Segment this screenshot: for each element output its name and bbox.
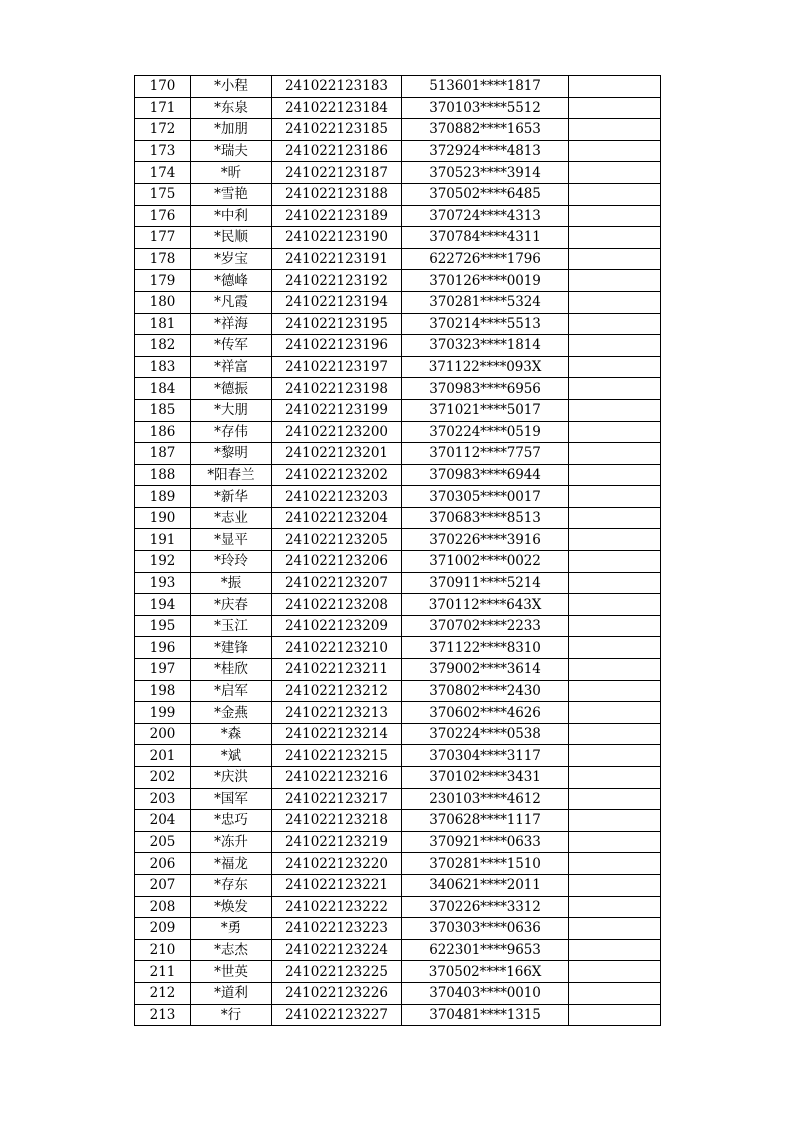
exam-number-cell: 241022123201 bbox=[272, 443, 402, 465]
id-number-cell: 370112****643X bbox=[402, 594, 569, 616]
remarks-cell bbox=[569, 183, 661, 205]
id-number-cell: 370226****3312 bbox=[402, 896, 569, 918]
remarks-cell bbox=[569, 659, 661, 681]
exam-number-cell: 241022123183 bbox=[272, 76, 402, 98]
remarks-cell bbox=[569, 443, 661, 465]
remarks-cell bbox=[569, 767, 661, 789]
remarks-cell bbox=[569, 76, 661, 98]
id-number-cell: 370702****2233 bbox=[402, 615, 569, 637]
name-cell: *中利 bbox=[191, 205, 272, 227]
name-cell: *金燕 bbox=[191, 702, 272, 724]
exam-number-cell: 241022123196 bbox=[272, 335, 402, 357]
table-row bbox=[135, 572, 661, 594]
row-number-cell: 181 bbox=[135, 313, 191, 335]
table-row bbox=[135, 874, 661, 896]
row-number-cell: 172 bbox=[135, 119, 191, 141]
row-number-cell: 175 bbox=[135, 183, 191, 205]
table-row bbox=[135, 291, 661, 313]
remarks-cell bbox=[569, 313, 661, 335]
id-number-cell: 370983****6944 bbox=[402, 464, 569, 486]
table-row bbox=[135, 270, 661, 292]
id-number-cell: 370103****5512 bbox=[402, 97, 569, 119]
remarks-cell bbox=[569, 615, 661, 637]
table-row bbox=[135, 810, 661, 832]
name-cell: *岁宝 bbox=[191, 248, 272, 270]
remarks-cell bbox=[569, 637, 661, 659]
row-number-cell: 198 bbox=[135, 680, 191, 702]
id-number-cell: 370126****0019 bbox=[402, 270, 569, 292]
remarks-cell bbox=[569, 702, 661, 724]
id-number-cell: 370304****3117 bbox=[402, 745, 569, 767]
table-row bbox=[135, 745, 661, 767]
exam-number-cell: 241022123205 bbox=[272, 529, 402, 551]
id-number-cell: 370921****0633 bbox=[402, 831, 569, 853]
row-number-cell: 182 bbox=[135, 335, 191, 357]
row-number-cell: 188 bbox=[135, 464, 191, 486]
id-number-cell: 370911****5214 bbox=[402, 572, 569, 594]
row-number-cell: 183 bbox=[135, 356, 191, 378]
name-cell: *斌 bbox=[191, 745, 272, 767]
id-number-cell: 370102****3431 bbox=[402, 767, 569, 789]
row-number-cell: 193 bbox=[135, 572, 191, 594]
row-number-cell: 209 bbox=[135, 918, 191, 940]
exam-number-cell: 241022123215 bbox=[272, 745, 402, 767]
row-number-cell: 207 bbox=[135, 874, 191, 896]
table-row bbox=[135, 1004, 661, 1026]
row-number-cell: 200 bbox=[135, 723, 191, 745]
id-number-cell: 370226****3916 bbox=[402, 529, 569, 551]
name-cell: *东泉 bbox=[191, 97, 272, 119]
row-number-cell: 195 bbox=[135, 615, 191, 637]
remarks-cell bbox=[569, 227, 661, 249]
name-cell: *道利 bbox=[191, 982, 272, 1004]
name-cell: *玲玲 bbox=[191, 551, 272, 573]
table-row bbox=[135, 788, 661, 810]
id-number-cell: 372924****4813 bbox=[402, 140, 569, 162]
exam-number-cell: 241022123226 bbox=[272, 982, 402, 1004]
row-number-cell: 180 bbox=[135, 291, 191, 313]
id-number-cell: 370602****4626 bbox=[402, 702, 569, 724]
remarks-cell bbox=[569, 982, 661, 1004]
name-cell: *德峰 bbox=[191, 270, 272, 292]
name-cell: *德振 bbox=[191, 378, 272, 400]
id-number-cell: 622301****9653 bbox=[402, 939, 569, 961]
table-row bbox=[135, 853, 661, 875]
remarks-cell bbox=[569, 507, 661, 529]
remarks-cell bbox=[569, 831, 661, 853]
name-cell: *凡霞 bbox=[191, 291, 272, 313]
row-number-cell: 179 bbox=[135, 270, 191, 292]
remarks-cell bbox=[569, 680, 661, 702]
row-number-cell: 177 bbox=[135, 227, 191, 249]
remarks-cell bbox=[569, 723, 661, 745]
exam-number-cell: 241022123184 bbox=[272, 97, 402, 119]
remarks-cell bbox=[569, 853, 661, 875]
row-number-cell: 178 bbox=[135, 248, 191, 270]
exam-number-cell: 241022123211 bbox=[272, 659, 402, 681]
remarks-cell bbox=[569, 529, 661, 551]
name-cell: *森 bbox=[191, 723, 272, 745]
remarks-cell bbox=[569, 421, 661, 443]
remarks-cell bbox=[569, 788, 661, 810]
table-row bbox=[135, 335, 661, 357]
exam-number-cell: 241022123224 bbox=[272, 939, 402, 961]
remarks-cell bbox=[569, 291, 661, 313]
exam-number-cell: 241022123204 bbox=[272, 507, 402, 529]
table-row bbox=[135, 982, 661, 1004]
id-number-cell: 370628****1117 bbox=[402, 810, 569, 832]
exam-number-cell: 241022123203 bbox=[272, 486, 402, 508]
exam-number-cell: 241022123216 bbox=[272, 767, 402, 789]
table-row bbox=[135, 831, 661, 853]
remarks-cell bbox=[569, 140, 661, 162]
remarks-cell bbox=[569, 551, 661, 573]
row-number-cell: 190 bbox=[135, 507, 191, 529]
name-cell: *振 bbox=[191, 572, 272, 594]
name-cell: *庆洪 bbox=[191, 767, 272, 789]
table-row bbox=[135, 680, 661, 702]
table-row bbox=[135, 961, 661, 983]
row-number-cell: 199 bbox=[135, 702, 191, 724]
remarks-cell bbox=[569, 356, 661, 378]
id-number-cell: 371122****8310 bbox=[402, 637, 569, 659]
table-row bbox=[135, 227, 661, 249]
row-number-cell: 192 bbox=[135, 551, 191, 573]
remarks-cell bbox=[569, 810, 661, 832]
remarks-cell bbox=[569, 162, 661, 184]
exam-number-cell: 241022123202 bbox=[272, 464, 402, 486]
id-number-cell: 370882****1653 bbox=[402, 119, 569, 141]
name-cell: *焕发 bbox=[191, 896, 272, 918]
table-row bbox=[135, 723, 661, 745]
row-number-cell: 202 bbox=[135, 767, 191, 789]
id-number-cell: 370802****2430 bbox=[402, 680, 569, 702]
exam-number-cell: 241022123218 bbox=[272, 810, 402, 832]
table-row bbox=[135, 767, 661, 789]
exam-number-cell: 241022123221 bbox=[272, 874, 402, 896]
name-cell: *勇 bbox=[191, 918, 272, 940]
name-cell: *庆春 bbox=[191, 594, 272, 616]
exam-number-cell: 241022123210 bbox=[272, 637, 402, 659]
id-number-cell: 370224****0538 bbox=[402, 723, 569, 745]
table-row bbox=[135, 637, 661, 659]
table-row bbox=[135, 313, 661, 335]
remarks-cell bbox=[569, 874, 661, 896]
name-cell: *建锋 bbox=[191, 637, 272, 659]
name-cell: *祥富 bbox=[191, 356, 272, 378]
name-cell: *昕 bbox=[191, 162, 272, 184]
table-row bbox=[135, 702, 661, 724]
exam-number-cell: 241022123214 bbox=[272, 723, 402, 745]
exam-number-cell: 241022123217 bbox=[272, 788, 402, 810]
id-number-cell: 513601****1817 bbox=[402, 76, 569, 98]
name-cell: *加朋 bbox=[191, 119, 272, 141]
row-number-cell: 206 bbox=[135, 853, 191, 875]
remarks-cell bbox=[569, 939, 661, 961]
remarks-cell bbox=[569, 205, 661, 227]
table-row bbox=[135, 896, 661, 918]
name-cell: *瑞夫 bbox=[191, 140, 272, 162]
exam-number-cell: 241022123198 bbox=[272, 378, 402, 400]
row-number-cell: 197 bbox=[135, 659, 191, 681]
table-row bbox=[135, 356, 661, 378]
row-number-cell: 176 bbox=[135, 205, 191, 227]
row-number-cell: 201 bbox=[135, 745, 191, 767]
name-cell: *大朋 bbox=[191, 399, 272, 421]
exam-number-cell: 241022123186 bbox=[272, 140, 402, 162]
exam-number-cell: 241022123209 bbox=[272, 615, 402, 637]
remarks-cell bbox=[569, 745, 661, 767]
id-number-cell: 370214****5513 bbox=[402, 313, 569, 335]
exam-number-cell: 241022123194 bbox=[272, 291, 402, 313]
exam-number-cell: 241022123220 bbox=[272, 853, 402, 875]
row-number-cell: 194 bbox=[135, 594, 191, 616]
id-number-cell: 230103****4612 bbox=[402, 788, 569, 810]
table-row bbox=[135, 97, 661, 119]
remarks-cell bbox=[569, 270, 661, 292]
row-number-cell: 184 bbox=[135, 378, 191, 400]
id-number-cell: 340621****2011 bbox=[402, 874, 569, 896]
name-cell: *桂欣 bbox=[191, 659, 272, 681]
name-cell: *祥海 bbox=[191, 313, 272, 335]
table-row bbox=[135, 421, 661, 443]
row-number-cell: 210 bbox=[135, 939, 191, 961]
name-cell: *新华 bbox=[191, 486, 272, 508]
exam-number-cell: 241022123190 bbox=[272, 227, 402, 249]
remarks-cell bbox=[569, 1004, 661, 1026]
id-number-cell: 370502****6485 bbox=[402, 183, 569, 205]
remarks-cell bbox=[569, 918, 661, 940]
row-number-cell: 173 bbox=[135, 140, 191, 162]
exam-number-cell: 241022123189 bbox=[272, 205, 402, 227]
remarks-cell bbox=[569, 399, 661, 421]
name-cell: *阳春兰 bbox=[191, 464, 272, 486]
exam-number-cell: 241022123187 bbox=[272, 162, 402, 184]
id-number-cell: 370323****1814 bbox=[402, 335, 569, 357]
remarks-cell bbox=[569, 572, 661, 594]
exam-number-cell: 241022123188 bbox=[272, 183, 402, 205]
id-number-cell: 622726****1796 bbox=[402, 248, 569, 270]
exam-number-cell: 241022123219 bbox=[272, 831, 402, 853]
row-number-cell: 212 bbox=[135, 982, 191, 1004]
roster-table-body bbox=[135, 76, 661, 1026]
name-cell: *小程 bbox=[191, 76, 272, 98]
name-cell: *黎明 bbox=[191, 443, 272, 465]
name-cell: *启军 bbox=[191, 680, 272, 702]
remarks-cell bbox=[569, 464, 661, 486]
row-number-cell: 191 bbox=[135, 529, 191, 551]
table-row bbox=[135, 939, 661, 961]
table-row bbox=[135, 119, 661, 141]
name-cell: *行 bbox=[191, 1004, 272, 1026]
exam-number-cell: 241022123227 bbox=[272, 1004, 402, 1026]
exam-number-cell: 241022123208 bbox=[272, 594, 402, 616]
remarks-cell bbox=[569, 97, 661, 119]
id-number-cell: 370502****166X bbox=[402, 961, 569, 983]
remarks-cell bbox=[569, 486, 661, 508]
table-row bbox=[135, 507, 661, 529]
roster-table bbox=[134, 75, 661, 1026]
row-number-cell: 211 bbox=[135, 961, 191, 983]
table-row bbox=[135, 205, 661, 227]
exam-number-cell: 241022123200 bbox=[272, 421, 402, 443]
row-number-cell: 186 bbox=[135, 421, 191, 443]
remarks-cell bbox=[569, 594, 661, 616]
exam-number-cell: 241022123207 bbox=[272, 572, 402, 594]
id-number-cell: 370305****0017 bbox=[402, 486, 569, 508]
name-cell: *志业 bbox=[191, 507, 272, 529]
table-row bbox=[135, 615, 661, 637]
name-cell: *玉江 bbox=[191, 615, 272, 637]
exam-number-cell: 241022123191 bbox=[272, 248, 402, 270]
name-cell: *忠巧 bbox=[191, 810, 272, 832]
id-number-cell: 370784****4311 bbox=[402, 227, 569, 249]
name-cell: *世英 bbox=[191, 961, 272, 983]
exam-number-cell: 241022123197 bbox=[272, 356, 402, 378]
name-cell: *存东 bbox=[191, 874, 272, 896]
exam-number-cell: 241022123225 bbox=[272, 961, 402, 983]
name-cell: *民顺 bbox=[191, 227, 272, 249]
table-row bbox=[135, 162, 661, 184]
id-number-cell: 370724****4313 bbox=[402, 205, 569, 227]
name-cell: *传军 bbox=[191, 335, 272, 357]
remarks-cell bbox=[569, 961, 661, 983]
id-number-cell: 370481****1315 bbox=[402, 1004, 569, 1026]
exam-number-cell: 241022123222 bbox=[272, 896, 402, 918]
row-number-cell: 187 bbox=[135, 443, 191, 465]
id-number-cell: 370281****5324 bbox=[402, 291, 569, 313]
row-number-cell: 189 bbox=[135, 486, 191, 508]
row-number-cell: 213 bbox=[135, 1004, 191, 1026]
id-number-cell: 371021****5017 bbox=[402, 399, 569, 421]
exam-number-cell: 241022123213 bbox=[272, 702, 402, 724]
table-row bbox=[135, 464, 661, 486]
row-number-cell: 196 bbox=[135, 637, 191, 659]
remarks-cell bbox=[569, 896, 661, 918]
row-number-cell: 185 bbox=[135, 399, 191, 421]
exam-number-cell: 241022123192 bbox=[272, 270, 402, 292]
row-number-cell: 170 bbox=[135, 76, 191, 98]
remarks-cell bbox=[569, 378, 661, 400]
name-cell: *志杰 bbox=[191, 939, 272, 961]
row-number-cell: 174 bbox=[135, 162, 191, 184]
id-number-cell: 370983****6956 bbox=[402, 378, 569, 400]
row-number-cell: 203 bbox=[135, 788, 191, 810]
table-row bbox=[135, 183, 661, 205]
name-cell: *国军 bbox=[191, 788, 272, 810]
exam-number-cell: 241022123195 bbox=[272, 313, 402, 335]
exam-number-cell: 241022123223 bbox=[272, 918, 402, 940]
row-number-cell: 208 bbox=[135, 896, 191, 918]
remarks-cell bbox=[569, 335, 661, 357]
table-row bbox=[135, 399, 661, 421]
table-row bbox=[135, 486, 661, 508]
name-cell: *雪艳 bbox=[191, 183, 272, 205]
id-number-cell: 379002****3614 bbox=[402, 659, 569, 681]
row-number-cell: 204 bbox=[135, 810, 191, 832]
name-cell: *冻升 bbox=[191, 831, 272, 853]
table-row bbox=[135, 551, 661, 573]
name-cell: *存伟 bbox=[191, 421, 272, 443]
table-row bbox=[135, 918, 661, 940]
id-number-cell: 370224****0519 bbox=[402, 421, 569, 443]
id-number-cell: 371002****0022 bbox=[402, 551, 569, 573]
id-number-cell: 370683****8513 bbox=[402, 507, 569, 529]
id-number-cell: 370303****0636 bbox=[402, 918, 569, 940]
id-number-cell: 370112****7757 bbox=[402, 443, 569, 465]
remarks-cell bbox=[569, 248, 661, 270]
exam-number-cell: 241022123212 bbox=[272, 680, 402, 702]
exam-number-cell: 241022123185 bbox=[272, 119, 402, 141]
id-number-cell: 371122****093X bbox=[402, 356, 569, 378]
table-row bbox=[135, 248, 661, 270]
table-row bbox=[135, 76, 661, 98]
table-row bbox=[135, 659, 661, 681]
id-number-cell: 370281****1510 bbox=[402, 853, 569, 875]
exam-number-cell: 241022123206 bbox=[272, 551, 402, 573]
name-cell: *福龙 bbox=[191, 853, 272, 875]
exam-number-cell: 241022123199 bbox=[272, 399, 402, 421]
remarks-cell bbox=[569, 119, 661, 141]
table-row bbox=[135, 378, 661, 400]
id-number-cell: 370523****3914 bbox=[402, 162, 569, 184]
table-row bbox=[135, 140, 661, 162]
table-row bbox=[135, 443, 661, 465]
name-cell: *显平 bbox=[191, 529, 272, 551]
row-number-cell: 171 bbox=[135, 97, 191, 119]
id-number-cell: 370403****0010 bbox=[402, 982, 569, 1004]
table-row bbox=[135, 594, 661, 616]
row-number-cell: 205 bbox=[135, 831, 191, 853]
table-row bbox=[135, 529, 661, 551]
